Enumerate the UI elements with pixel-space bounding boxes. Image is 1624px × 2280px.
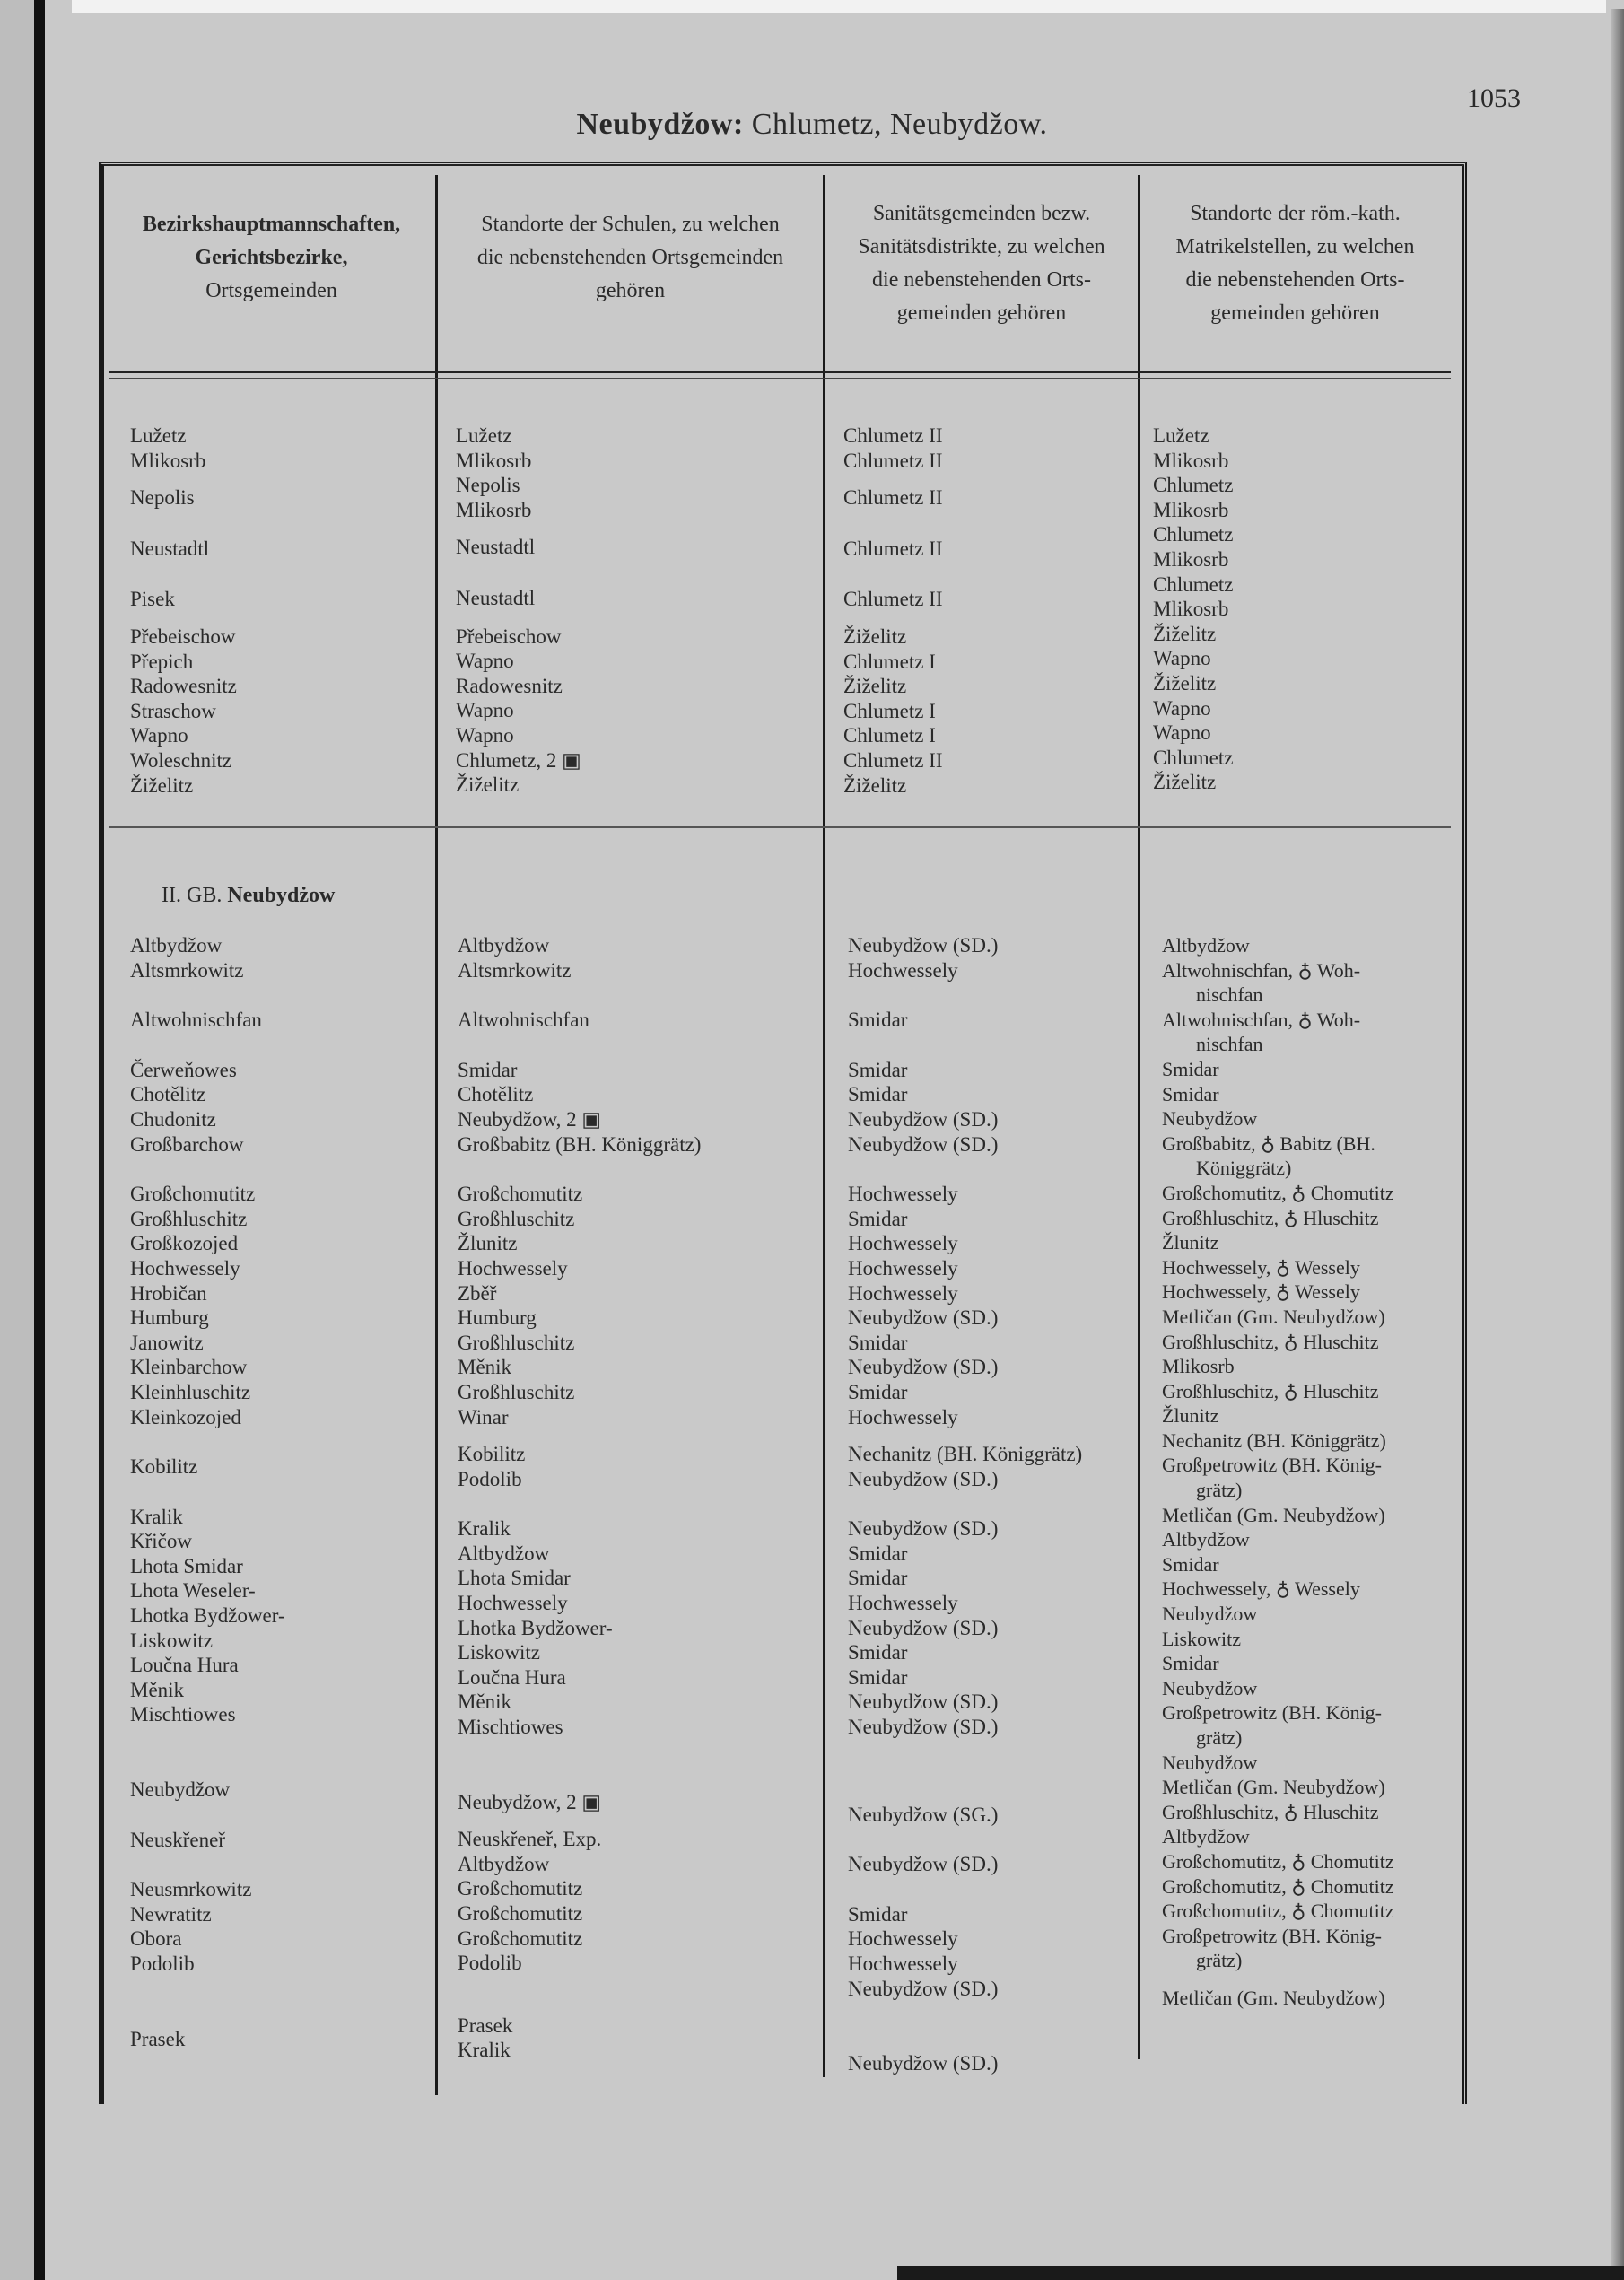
list-item: Smidar (848, 1331, 908, 1354)
list-item: Smidar (1162, 1082, 1219, 1105)
list-item: Neubydžow (SD.) (848, 1107, 999, 1131)
list-item: Großchomutitz, ♁ Chomutitz (1162, 1849, 1394, 1873)
list-item: Hochwessely (458, 1256, 568, 1280)
section2-parish-registers (1162, 933, 1394, 2009)
list-item: Chudonitz (130, 1107, 216, 1131)
list-item: Mlikosrb (1162, 1355, 1235, 1378)
list-item: Neubydžow (SD.) (848, 2052, 999, 2075)
list-item: Großhluschitz (458, 1207, 575, 1230)
list-item: Großhluschitz, ♁ Hluschitz (1162, 1800, 1379, 1823)
list-item: Žlunitz (1162, 1231, 1219, 1254)
list-item: Hochwessely (848, 1281, 958, 1305)
list-item: Smidar (1162, 1552, 1219, 1576)
list-item: Mlikosrb (1153, 498, 1229, 521)
list-item: Lhotka Bydžower- (130, 1604, 285, 1628)
list-item: Winar (458, 1405, 509, 1428)
list-item: Woleschnitz (130, 748, 232, 772)
list-item: Liskowitz (130, 1629, 213, 1652)
list-item: Newratitz (130, 1902, 212, 1926)
list-item: Hochwessely (848, 1183, 958, 1206)
list-item: Neubydžow, 2 ▣ (458, 1107, 602, 1131)
list-item: Mlikosrb (1153, 449, 1229, 472)
list-item: Lužetz (456, 424, 512, 447)
list-item: Kobilitz (458, 1443, 526, 1466)
list-item: Großchomutitz (458, 1877, 583, 1900)
list-item: Lhota Weseler- (130, 1579, 256, 1603)
list-item: Chlumetz II (843, 449, 943, 472)
list-item: Smidar (848, 1542, 908, 1565)
list-item: Hochwessely, ♁ Wessely (1162, 1255, 1360, 1279)
list-item: Großbabitz (BH. Königgrätz) (458, 1132, 702, 1156)
list-item: Wapno (1153, 721, 1211, 745)
list-item: Großchomutitz (458, 1183, 583, 1206)
list-item: Metličan (Gm. Neubydžow) (1162, 1776, 1385, 1799)
list-item: Chlumetz (1153, 572, 1234, 596)
list-item: Žlunitz (1162, 1404, 1219, 1428)
list-item: Kleinbarchow (130, 1356, 248, 1379)
list-item: Mlikosrb (1153, 547, 1229, 571)
list-item: Großkozojed (130, 1232, 239, 1255)
list-item: Kobilitz (130, 1455, 198, 1479)
list-item: Großchomutitz, ♁ Chomutitz (1162, 1874, 1394, 1898)
list-item: Neubydžow (1162, 1603, 1258, 1626)
header-separator (109, 371, 1451, 379)
list-item: Neubydžow (SD.) (848, 1467, 999, 1490)
list-item: Smidar (848, 1665, 908, 1689)
column-divider-2 (823, 175, 825, 2077)
header-parish-registers (1140, 197, 1450, 330)
section2-heading-district: Neubydżow (227, 884, 336, 907)
list-item: Wapno (456, 650, 514, 673)
list-item: Neubydžow (SD.) (848, 1616, 999, 1639)
list-item: Altsmrkowitz (130, 958, 244, 982)
list-item: Nechanitz (BH. Königgrätz) (848, 1443, 1083, 1466)
header-col4-line3: die nebenstehenden Orts- (1185, 268, 1405, 292)
list-item: Přepich (130, 650, 194, 673)
list-item: Metličan (Gm. Neubydžow) (1162, 1503, 1385, 1526)
list-item: Hochwessely, ♁ Wessely (1162, 1280, 1360, 1304)
list-item: Žiželitz (130, 773, 194, 797)
list-item: Altsmrkowitz (458, 958, 572, 982)
list-item: Chlumetz II (843, 748, 943, 772)
list-item: Smidar (848, 1009, 908, 1032)
list-item: Mischtiowes (130, 1703, 236, 1726)
header-col4-line1: Standorte der röm.-kath. (1190, 202, 1401, 225)
list-item: Mlikosrb (456, 449, 532, 472)
section1-schools (456, 424, 581, 797)
list-item: Kleinkozojed (130, 1405, 241, 1428)
list-item: Neubydžow (SD.) (848, 934, 999, 957)
list-item: Wapno (1153, 696, 1211, 720)
header-col2-line2: die nebenstehenden Ortsgemeinden (476, 246, 784, 269)
list-item: Chotělitz (458, 1083, 534, 1106)
list-item: Hochwessely, ♁ Wessely (1162, 1577, 1360, 1601)
header-col3-line4: gemeinden gehören (896, 301, 1067, 325)
list-item: Altbydžow (458, 1852, 550, 1875)
list-item: Chlumetz (1153, 746, 1234, 769)
list-item: Žiželitz (843, 675, 907, 698)
list-item: Lužetz (130, 424, 187, 447)
section1-municipalities (130, 424, 237, 797)
list-item: Lhota Smidar (130, 1554, 243, 1577)
header-col1-line2: Gerichtsbezirke, (195, 246, 348, 269)
list-item: Neuskřeneř (130, 1828, 226, 1851)
section2-heading (162, 884, 335, 909)
list-item: Großchomutitz (458, 1926, 583, 1950)
list-item: Žlunitz (458, 1232, 518, 1255)
list-item: Chotělitz (130, 1083, 206, 1106)
list-item: Großbarchow (130, 1132, 244, 1156)
list-item: Altbydžow (458, 934, 550, 957)
list-item: Neubydžow (1162, 1751, 1258, 1774)
list-item-continuation: grätz) (1196, 1479, 1243, 1502)
list-item: Altbydžow (458, 1542, 550, 1565)
list-item: Žiželitz (1153, 622, 1217, 645)
list-item: Neubydžow (SD.) (848, 1517, 999, 1541)
list-item: Neubydžow (1162, 1676, 1258, 1699)
list-item: Prasek (458, 2014, 513, 2037)
list-item: Großhluschitz, ♁ Hluschitz (1162, 1206, 1379, 1229)
list-item: Großhluschitz (458, 1331, 575, 1354)
list-item: Mlikosrb (130, 449, 206, 472)
list-item: Mlikosrb (456, 498, 532, 521)
list-item: Wapno (456, 723, 514, 747)
list-item: Měnik (130, 1678, 185, 1701)
list-item: Lhota Smidar (458, 1567, 571, 1590)
list-item-continuation: nischfan (1196, 1033, 1263, 1056)
list-item: Janowitz (130, 1331, 204, 1354)
list-item: Žiželitz (1153, 771, 1217, 794)
list-item: Smidar (848, 1058, 908, 1081)
list-item: Podolib (458, 1952, 522, 1975)
list-item: Straschow (130, 699, 216, 722)
list-item-continuation: grätz) (1196, 1949, 1243, 1972)
list-item: Mischtiowes (458, 1716, 563, 1739)
list-item: Žiželitz (1153, 671, 1217, 694)
list-item: Altwohnischfan, ♁ Woh- (1162, 1008, 1361, 1031)
list-item: Neuskřeneř, Exp. (458, 1828, 602, 1851)
list-item: Mlikosrb (1153, 598, 1229, 621)
section2-schools (458, 933, 702, 2062)
header-col1-line3: Ortsgemeinden (205, 279, 337, 302)
list-item: Altwohnischfan (130, 1009, 262, 1032)
list-item: Žiželitz (456, 773, 520, 797)
list-item: Neubydžow, 2 ▣ (458, 1790, 602, 1813)
list-item: Nepolis (130, 486, 195, 510)
list-item: Großchomutitz, ♁ Chomutitz (1162, 1900, 1394, 1923)
list-item: Altbydžow (1162, 934, 1250, 957)
list-item: Neubydžow (SD.) (848, 1977, 999, 2000)
list-item: Neustadtl (130, 537, 210, 560)
header-municipalities (108, 208, 435, 308)
list-item-continuation: nischfan (1196, 983, 1263, 1007)
list-item: Altbydžow (1162, 1825, 1250, 1848)
section1-parish-registers (1153, 424, 1233, 795)
list-item: Humburg (458, 1306, 537, 1330)
list-item: Přebeischow (130, 625, 236, 648)
header-col3-line1: Sanitätsgemeinden bezw. (872, 202, 1091, 225)
list-item: Neustadtl (456, 586, 536, 609)
list-item: Altbydžow (1162, 1528, 1250, 1551)
list-item: Großhluschitz, ♁ Hluschitz (1162, 1379, 1379, 1402)
list-item: Neubydžow (130, 1778, 231, 1802)
list-item: Liskowitz (1162, 1627, 1241, 1650)
list-item: Wapno (456, 699, 514, 722)
list-item: Čerweňowes (130, 1058, 237, 1081)
list-item-continuation: Königgrätz) (1196, 1157, 1292, 1180)
list-item: Neubydžow (SD.) (848, 1853, 999, 1876)
list-item: Großhluschitz, ♁ Hluschitz (1162, 1330, 1379, 1353)
list-item: Žiželitz (843, 625, 907, 648)
header-col3-line3: die nebenstehenden Orts- (872, 268, 1091, 292)
page-gutter (0, 0, 34, 2280)
list-item: Metličan (Gm. Neubydžow) (1162, 1305, 1385, 1328)
list-item: Neubydžow (SD.) (848, 1132, 999, 1156)
list-item: Altwohnischfan, ♁ Woh- (1162, 958, 1361, 982)
page-top-margin (72, 0, 1606, 13)
list-item: Chlumetz, 2 ▣ (456, 748, 581, 772)
running-head-subdistricts: Chlumetz, Neubydžow. (743, 108, 1048, 141)
list-item: Obora (130, 1927, 182, 1951)
list-item: Hochwessely (848, 1927, 958, 1951)
list-item: Loučna Hura (130, 1654, 239, 1677)
list-item: Radowesnitz (456, 674, 563, 697)
header-col4-line4: gemeinden gehören (1210, 301, 1380, 325)
section-separator (109, 826, 1451, 828)
list-item: Hochwessely (848, 1952, 958, 1975)
list-item: Smidar (1162, 1057, 1219, 1080)
list-item: Großpetrowitz (BH. König- (1162, 1454, 1383, 1477)
list-item: Neubydžow (SG.) (848, 1803, 999, 1826)
page-number: 1053 (1467, 83, 1521, 113)
list-item: Großchomutitz, ♁ Chomutitz (1162, 1181, 1394, 1204)
column-divider-3 (1138, 175, 1140, 2059)
list-item: Großpetrowitz (BH. König- (1162, 1924, 1383, 1947)
list-item: Neubydžow (SD.) (848, 1716, 999, 1739)
page-right-shadow (1611, 9, 1624, 2280)
list-item: Neustadtl (456, 536, 536, 559)
header-schools (438, 208, 823, 308)
list-item: Hochwessely (848, 1232, 958, 1255)
header-col2-line1: Standorte der Schulen, zu welchen (481, 213, 780, 236)
header-col1-line1: Bezirkshauptmannschaften, (142, 213, 401, 236)
header-col3-line2: Sanitätsdistrikte, zu welchen (858, 235, 1105, 258)
list-item: Neubydžow (SD.) (848, 1690, 999, 1714)
running-head-district: Neubydžow: (576, 108, 744, 141)
list-item: Chlumetz I (843, 724, 936, 747)
list-item: Neubydžow (1162, 1107, 1258, 1131)
list-item: Smidar (848, 1902, 908, 1926)
list-item: Großchomutitz (458, 1902, 583, 1925)
list-item: Chlumetz I (843, 650, 936, 673)
list-item: Hrobičan (130, 1281, 207, 1305)
header-col2-line3: gehören (595, 279, 666, 302)
page-binding-edge (34, 0, 45, 2280)
list-item: Wapno (1153, 647, 1211, 670)
list-item: Nepolis (456, 474, 520, 497)
list-item: Altwohnischfan (458, 1009, 589, 1032)
section2-heading-prefix: II. GB. (162, 884, 228, 907)
list-item: Zběř (458, 1281, 497, 1305)
list-item: Podolib (130, 1952, 195, 1975)
list-item: Liskowitz (458, 1641, 540, 1664)
list-item: Chlumetz II (843, 486, 943, 510)
list-item: Hochwessely (848, 1592, 958, 1615)
list-item: Großhluschitz (458, 1380, 575, 1403)
header-sanitary (825, 197, 1138, 330)
list-item: Smidar (848, 1380, 908, 1403)
list-item: Großchomutitz (130, 1183, 256, 1206)
section2-municipalities (130, 933, 285, 2050)
list-item: Lhotka Bydžower- (458, 1616, 613, 1639)
list-item: Humburg (130, 1306, 209, 1330)
list-item: Chlumetz (1153, 474, 1234, 497)
list-item: Wapno (130, 724, 188, 747)
list-item: Loučna Hura (458, 1665, 566, 1689)
list-item: Großpetrowitz (BH. König- (1162, 1701, 1383, 1725)
list-item: Měnik (458, 1690, 512, 1714)
running-head (0, 108, 1624, 142)
page-bottom-shadow (897, 2266, 1624, 2280)
list-item: Hochwessely (130, 1256, 240, 1280)
list-item: Hochwessely (848, 1256, 958, 1280)
list-item: Großbabitz, ♁ Babitz (BH. (1162, 1131, 1375, 1155)
list-item: Neubydžow (SD.) (848, 1356, 999, 1379)
list-item: Žiželitz (843, 773, 907, 797)
list-item: Nechanitz (BH. Königgrätz) (1162, 1428, 1386, 1452)
list-item: Neusmrkowitz (130, 1878, 252, 1901)
list-item: Podolib (458, 1467, 522, 1490)
list-item: Großhluschitz (130, 1207, 248, 1230)
section1-sanitary (843, 424, 943, 797)
list-item: Chlumetz II (843, 537, 943, 560)
list-item: Kralik (458, 1517, 511, 1541)
list-item: Pisek (130, 588, 175, 611)
list-item: Hochwessely (848, 1405, 958, 1428)
section2-sanitary (848, 933, 1083, 2075)
list-item: Metličan (Gm. Neubydžow) (1162, 1986, 1385, 2009)
list-item: Smidar (848, 1567, 908, 1590)
list-item: Hochwessely (458, 1592, 568, 1615)
list-item: Kralik (458, 2039, 511, 2062)
list-item: Smidar (848, 1207, 908, 1230)
list-item: Křičow (130, 1530, 192, 1553)
list-item: Měnik (458, 1356, 512, 1379)
list-item-continuation: grätz) (1196, 1726, 1243, 1749)
list-item: Smidar (1162, 1652, 1219, 1675)
list-item: Prasek (130, 2027, 186, 2050)
list-item: Altbydžow (130, 934, 223, 957)
list-item: Neubydžow (SD.) (848, 1306, 999, 1330)
list-item: Hochwessely (848, 958, 958, 982)
list-item: Přebeischow (456, 625, 562, 648)
list-item: Lužetz (1153, 424, 1209, 447)
list-item: Chlumetz II (843, 424, 943, 447)
list-item: Smidar (848, 1083, 908, 1106)
list-item: Chlumetz I (843, 699, 936, 722)
list-item: Radowesnitz (130, 675, 237, 698)
list-item: Chlumetz II (843, 588, 943, 611)
list-item: Kralik (130, 1505, 183, 1528)
column-divider-1 (435, 175, 438, 2095)
list-item: Smidar (458, 1058, 518, 1081)
list-item: Smidar (848, 1641, 908, 1664)
header-col4-line2: Matrikelstellen, zu welchen (1175, 235, 1415, 258)
list-item: Kleinhluschitz (130, 1380, 251, 1403)
list-item: Chlumetz (1153, 523, 1234, 546)
